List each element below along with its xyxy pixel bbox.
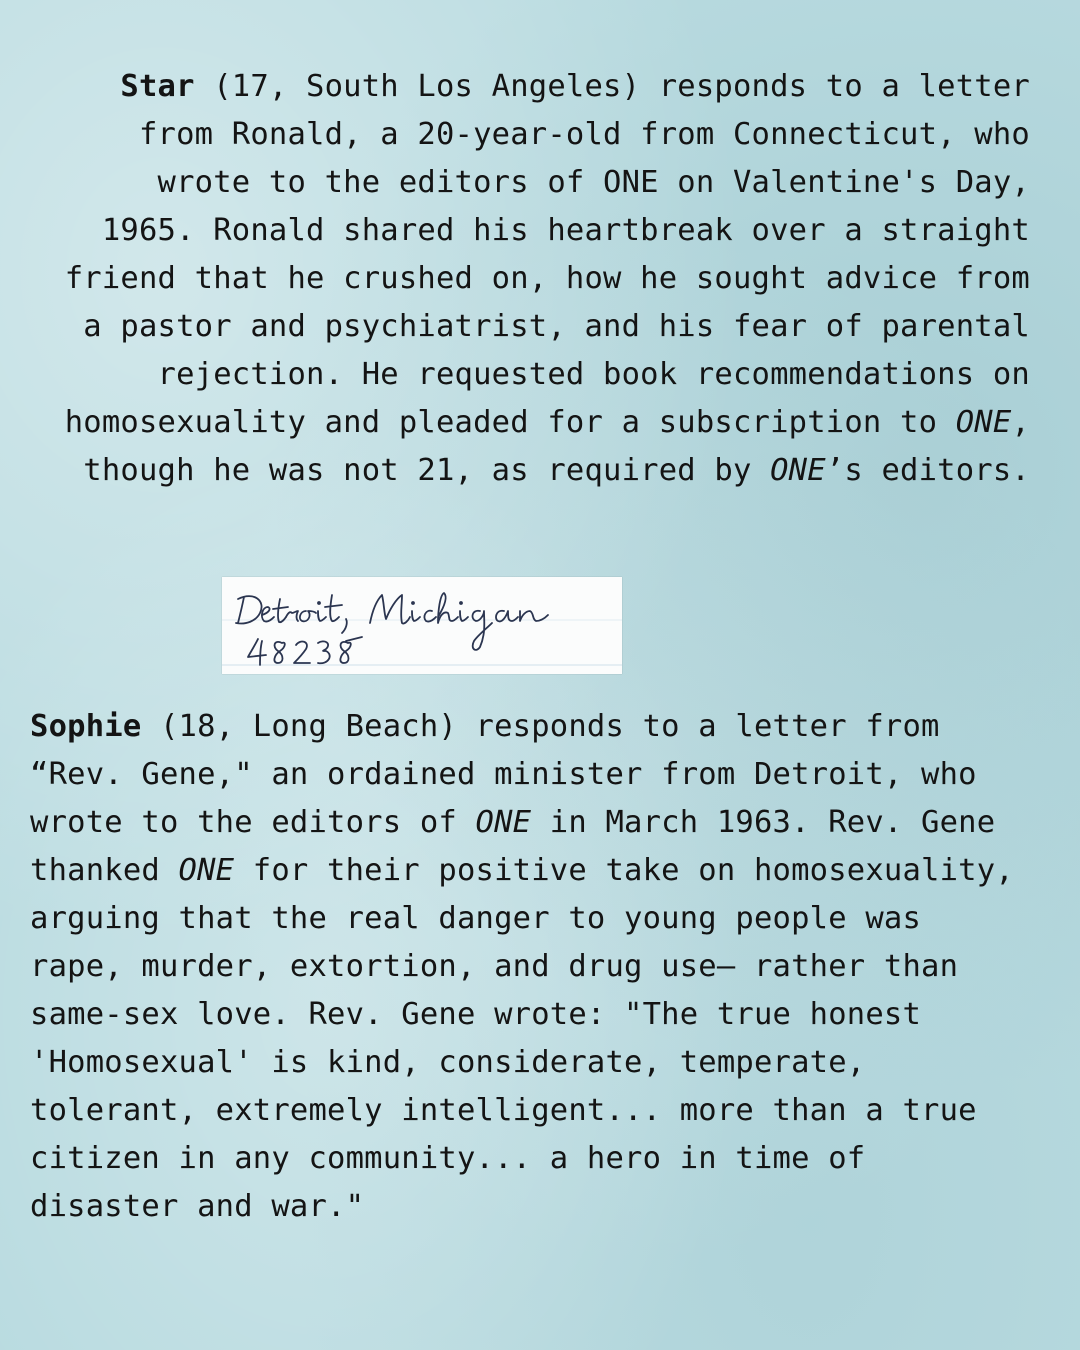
handwritten-address-clipping <box>222 577 622 674</box>
star-text-1: (17, South Los Angeles) responds to a letter from Ronald, a 20-year-old from Connecticut, who wrote to the editors of ONE on Valentine's Day, 1965. Ronald shared his heartbreak over a straight friend that he crushed on, how he sought advice from a pastor and psychiatrist, and his fear of parental rejection. He requested book recommendations on homosexuality and pleaded for a subscription to <box>64 69 1030 440</box>
star-name: Star <box>120 69 195 104</box>
star-paragraph <box>50 63 1030 495</box>
sophie-text-1: (18, Long Beach) responds to a letter from “Rev. Gene," an ordained minister from Detroit, who wrote to the editors of <box>30 709 977 840</box>
one-title: ONE <box>770 453 826 488</box>
star-text-2: , though he was not 21, as required by <box>83 405 1030 488</box>
one-title: ONE <box>955 405 1012 440</box>
sophie-text-2: in March 1963. Rev. Gene thanked <box>30 805 996 888</box>
sophie-text-3: for their positive take on homosexuality, arguing that the real danger to young people was rape, murder, extortion, and drug use— rather than same-sex love. Rev. Gene wrote: "The true honest 'Homosexual' is kind, considerate, temperate, tolerant, extremely intelligent... more than a true citizen in any community... a hero in time of disaster and war." <box>30 853 1014 1224</box>
star-text-3: ’s editors. <box>825 453 1030 488</box>
sophie-paragraph <box>30 703 1030 1231</box>
handwriting-image <box>222 577 622 674</box>
one-title: ONE <box>475 805 532 840</box>
sophie-name: Sophie <box>30 709 142 744</box>
one-title: ONE <box>178 853 235 888</box>
